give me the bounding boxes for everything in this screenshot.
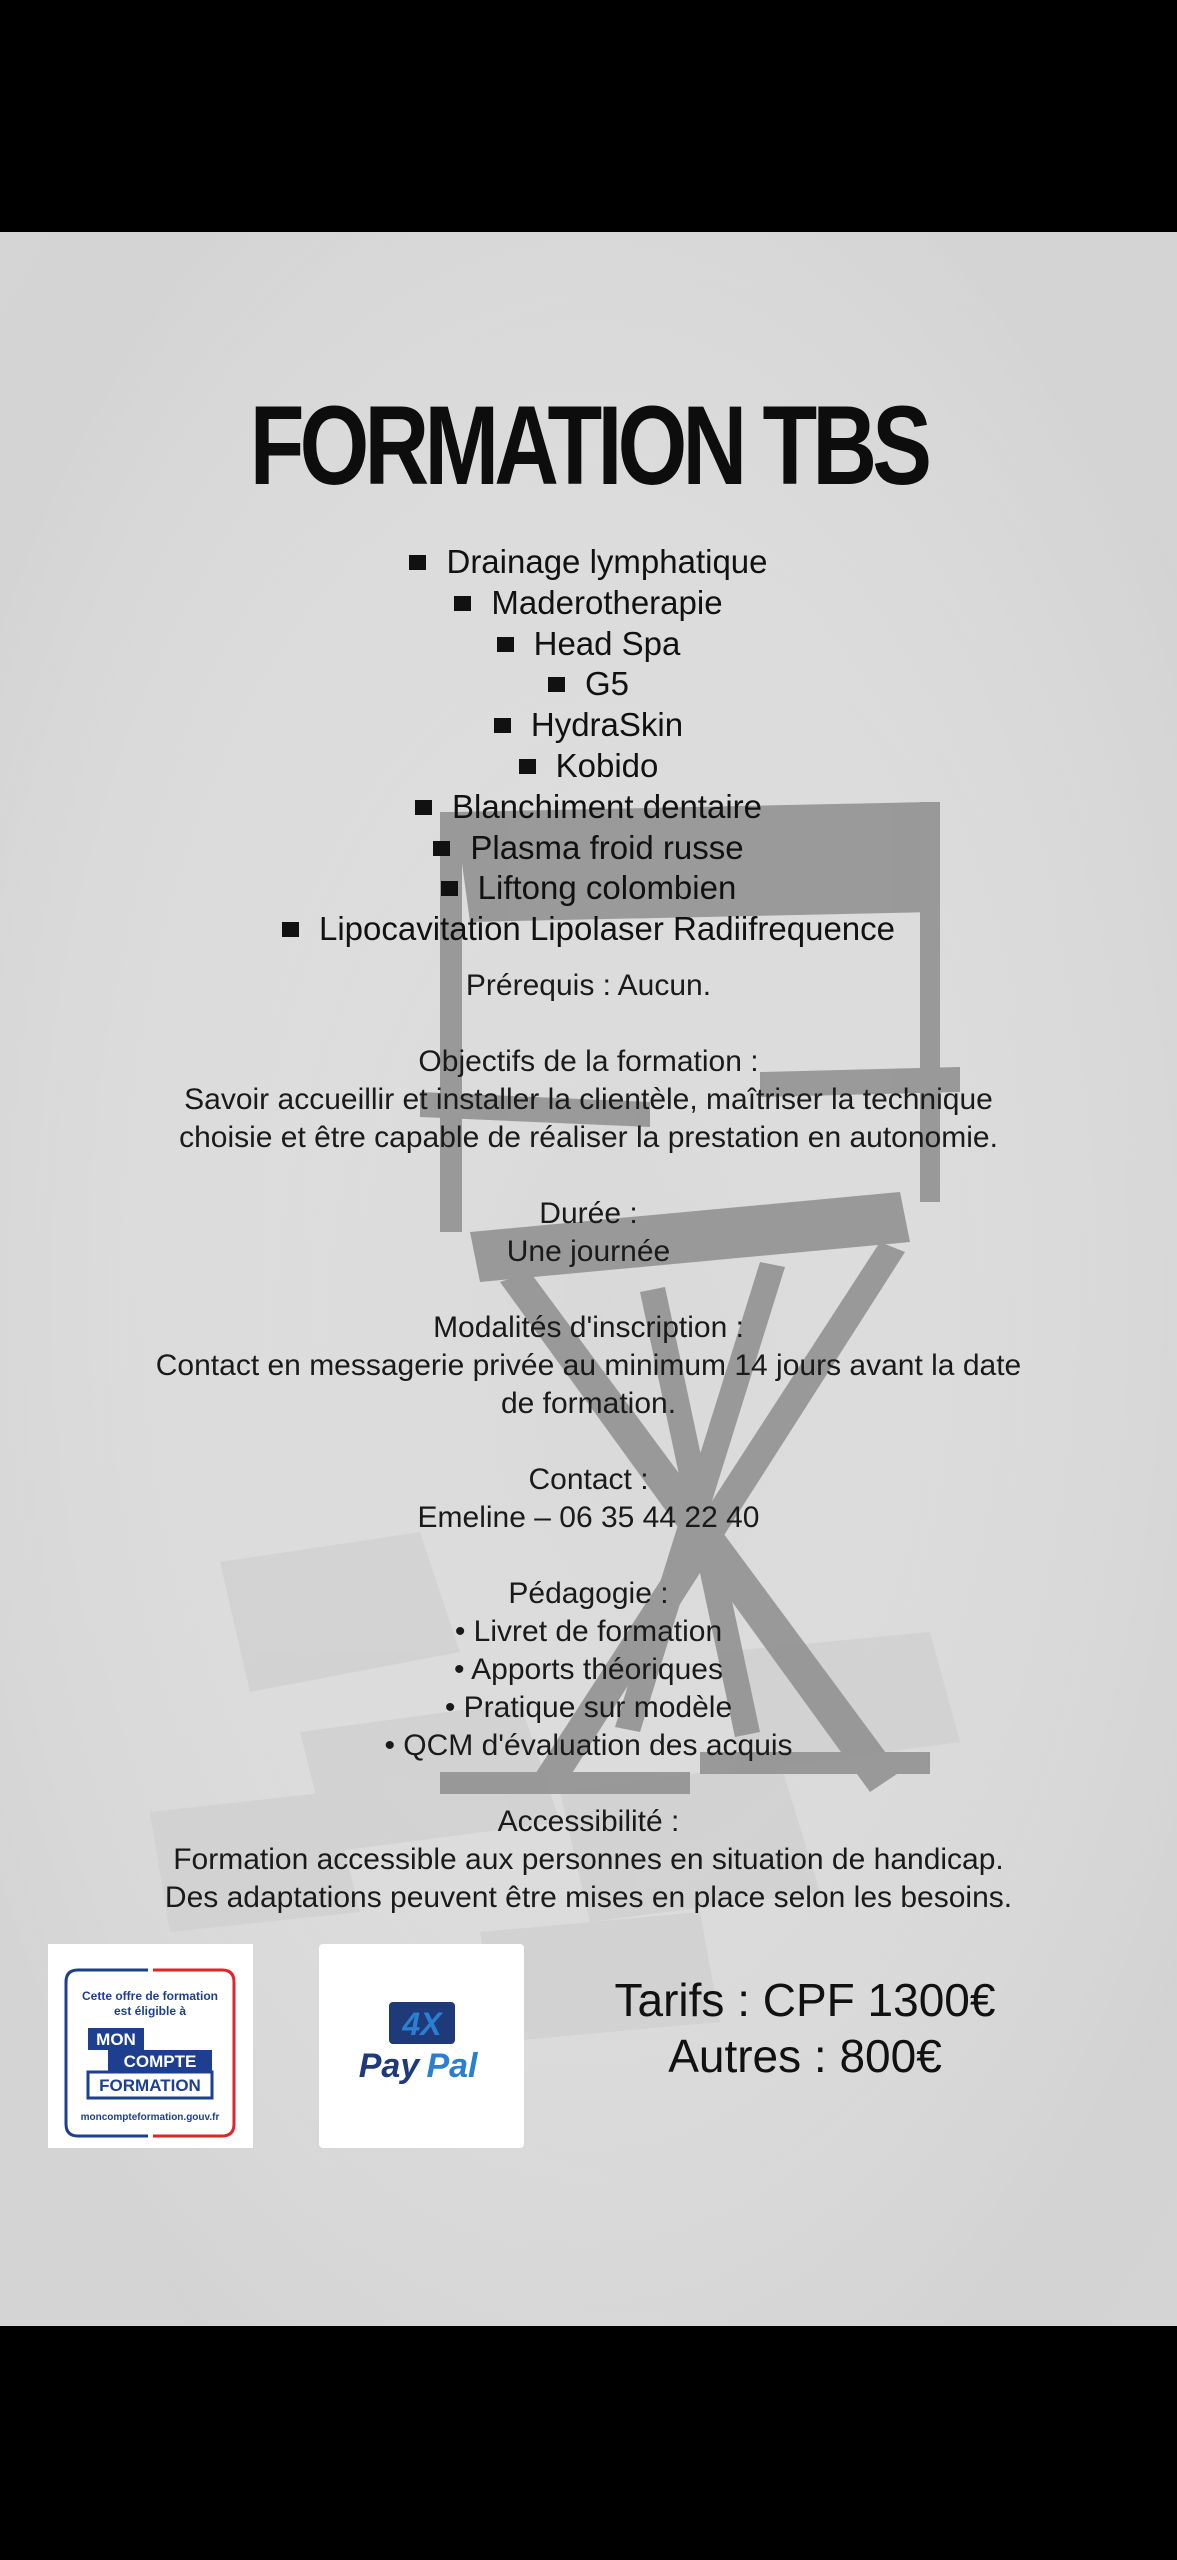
objectifs-line: choisie et être capable de réaliser la prestation en autonomie. [179, 1121, 998, 1154]
square-bullet-icon [519, 759, 536, 774]
pedagogie-item: • Pratique sur modèle [444, 1691, 733, 1724]
details-section [0, 967, 1177, 1917]
objectifs-line: Savoir accueillir et installer la clientèle, maîtriser la technique [184, 1083, 993, 1116]
service-item: Plasma froid russe [0, 828, 1177, 869]
pedagogie-item: • QCM d'évaluation des acquis [384, 1729, 793, 1762]
service-item: Drainage lymphatique [0, 542, 1177, 583]
mcf-eligible-text: Cette offre de formation [81, 1989, 219, 2003]
square-bullet-icon [415, 800, 432, 815]
mcf-url-text: moncompteformation.gouv.fr [80, 2112, 220, 2123]
svg-text:Pal: Pal [426, 2047, 478, 2085]
modalites-line: de formation. [500, 1387, 677, 1420]
service-item: G5 [0, 664, 1177, 705]
service-item: Lipocavitation Lipolaser Radiifrequence [0, 909, 1177, 950]
tarifs-block [570, 1972, 1040, 2084]
poster-title: FORMATION TBS [249, 383, 928, 508]
accessibilite-heading: Accessibilité : [497, 1805, 680, 1838]
paypal-4x-logo [319, 1944, 524, 2148]
tarifs-autres: Autres : 800€ [668, 2030, 942, 2082]
square-bullet-icon [494, 718, 511, 733]
accessibilite-line: Formation accessible aux personnes en situation de handicap. [173, 1843, 1004, 1876]
square-bullet-icon [454, 596, 471, 611]
square-bullet-icon [282, 922, 299, 937]
mcf-formation-text: FORMATION [99, 2076, 201, 2095]
svg-text:est éligible à: est éligible à [113, 2004, 187, 2018]
square-bullet-icon [409, 555, 426, 570]
modalites-line: Contact en messagerie privée au minimum 14 jours avant la date [155, 1349, 1022, 1382]
objectifs-heading: Objectifs de la formation : [418, 1045, 759, 1078]
service-item: Head Spa [0, 624, 1177, 665]
pedagogie-item: • Livret de formation [454, 1615, 723, 1648]
accessibilite-line: Des adaptations peuvent être mises en place selon les besoins. [164, 1881, 1013, 1914]
mon-compte-formation-logo [48, 1944, 253, 2148]
service-item: HydraSkin [0, 705, 1177, 746]
mcf-compte-text: COMPTE [123, 2052, 197, 2071]
contact-heading: Contact : [528, 1463, 649, 1496]
prerequis-text: Prérequis : Aucun. [465, 969, 712, 1002]
square-bullet-icon [433, 841, 450, 856]
poster [0, 232, 1177, 2326]
square-bullet-icon [441, 881, 458, 896]
mcf-mon-text: MON [96, 2030, 136, 2049]
paypal-4x-badge: 4X [402, 2006, 442, 2042]
service-item: Maderotherapie [0, 583, 1177, 624]
square-bullet-icon [497, 637, 514, 652]
service-item: Kobido [0, 746, 1177, 787]
pedagogie-heading: Pédagogie : [508, 1577, 669, 1610]
tarifs-cpf: Tarifs : CPF 1300€ [614, 1974, 996, 2026]
service-item: Blanchiment dentaire [0, 787, 1177, 828]
service-item: Liftong colombien [0, 868, 1177, 909]
duree-heading: Durée : [539, 1197, 638, 1230]
svg-text:Pay: Pay [358, 2047, 420, 2085]
modalites-heading: Modalités d'inscription : [433, 1311, 744, 1344]
duree-value: Une journée [506, 1235, 671, 1268]
services-list [0, 542, 1177, 950]
contact-value: Emeline – 06 35 44 22 40 [417, 1501, 760, 1534]
square-bullet-icon [548, 677, 565, 692]
pedagogie-item: • Apports théoriques [453, 1653, 723, 1686]
